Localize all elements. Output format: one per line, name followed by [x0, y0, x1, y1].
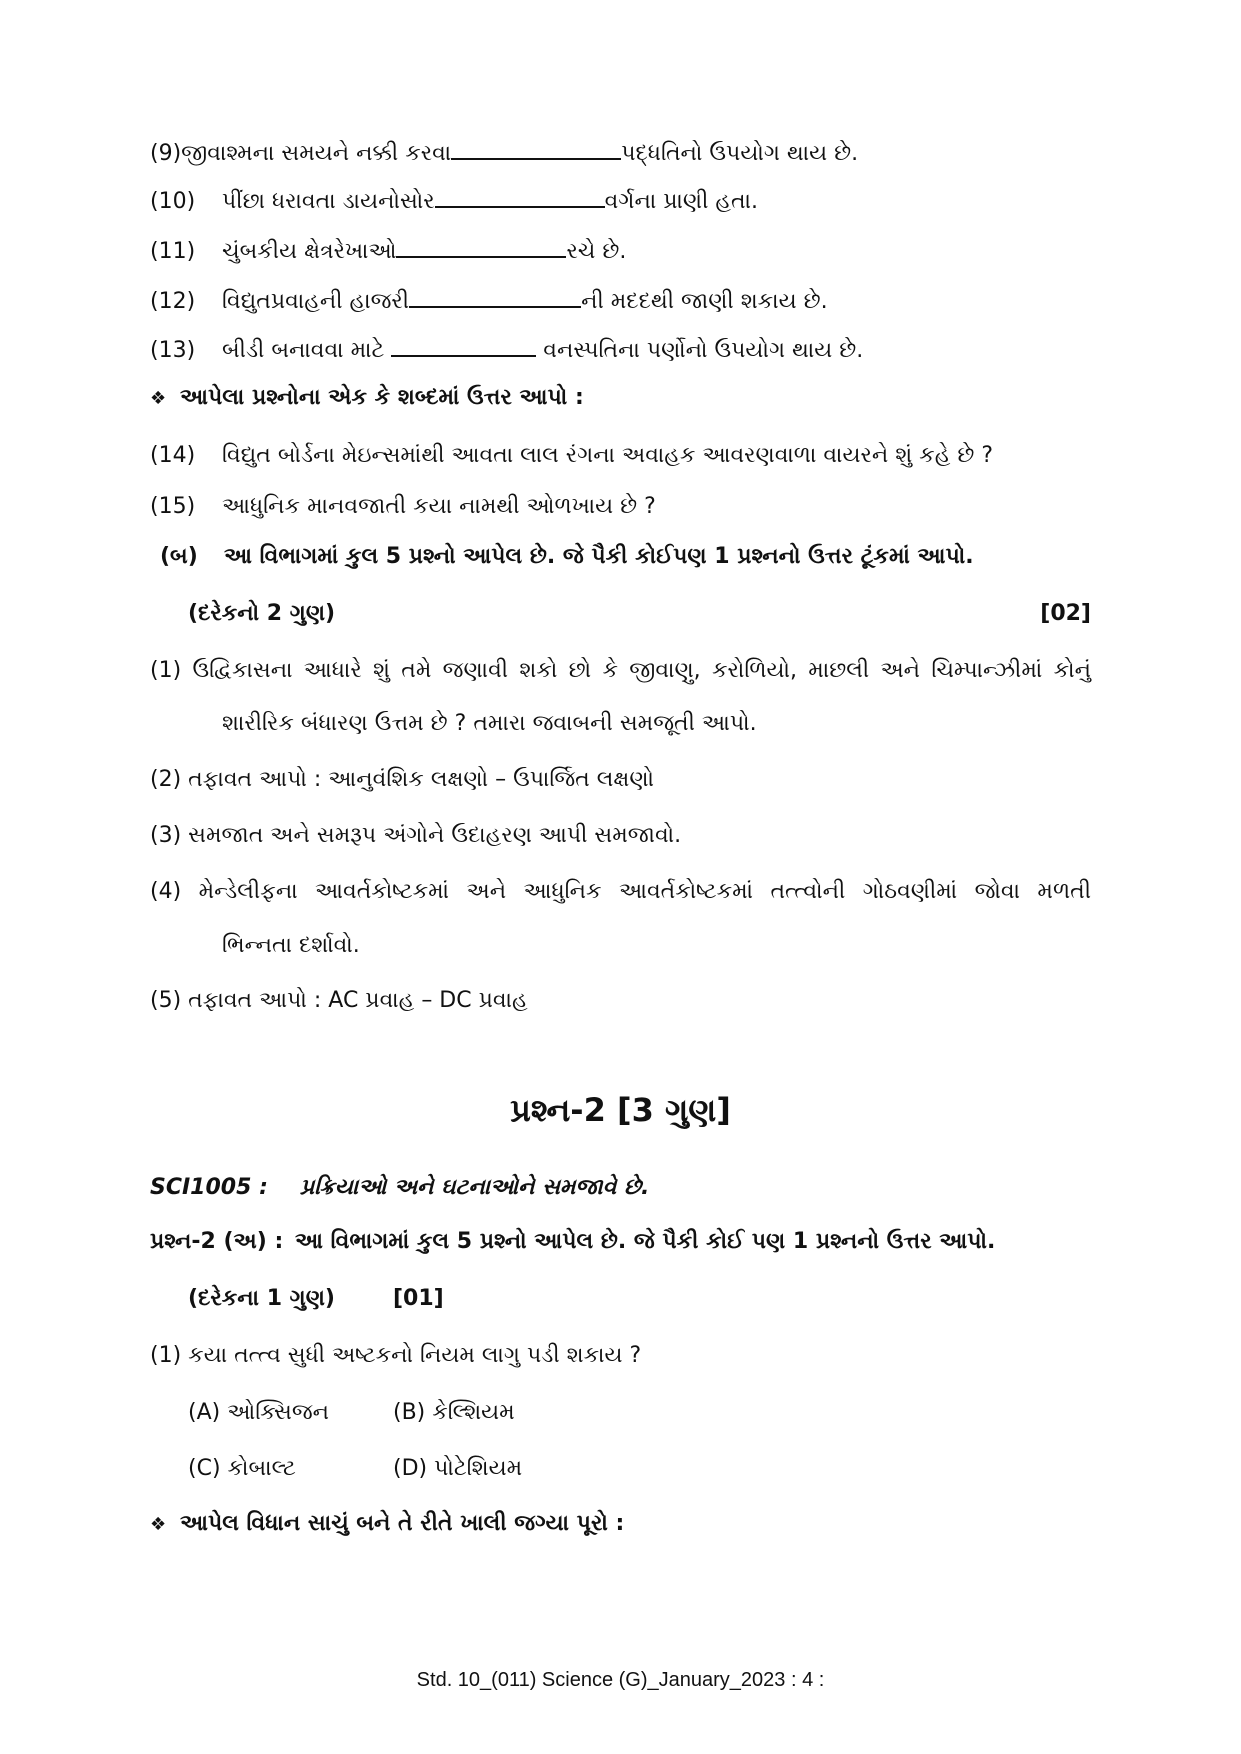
instruction-text: આ વિભાગમાં કુલ 5 પ્રશ્નો આપેલ છે. જે પૈકી કોઈપણ 1 પ્રશ્નનો ઉત્તર ટૂંકમાં આપો.: [224, 544, 974, 569]
question-text: આધુનિક માનવજાતી કયા નામથી ઓળખાય છે ?: [222, 494, 656, 519]
question-14: [150, 440, 1091, 472]
section-b-q5: (5) તફાવત આપો : AC પ્રવાહ – DC પ્રવાહ: [150, 988, 528, 1013]
mcq-options-row-1: [188, 1397, 1091, 1429]
section-b-instruction: [160, 541, 1091, 573]
question-2-heading: પ્રશ્ન-2 [3 ગુણ]: [510, 1091, 731, 1129]
question-text-before: ચુંબકીય ક્ષેત્રરેખાઓ: [222, 239, 397, 264]
section-label: પ્રશ્ન-2 (અ) :: [150, 1229, 284, 1254]
option-d: (D) પોટેશિયમ: [393, 1456, 523, 1481]
question-text: વિદ્યુત બોર્ડના મેઇન્સમાંથી આવતા લાલ રંગના અવાહક આવરણવાળા વાયરને શું કહે છે ?: [222, 443, 994, 468]
total-marks: [02]: [1040, 601, 1091, 626]
question-number: (9): [150, 141, 182, 166]
question-text-after: વનસ્પતિના પર્ણોનો ઉપયોગ થાય છે.: [536, 338, 864, 363]
marks-each: (દરેકનો 2 ગુણ): [188, 601, 336, 626]
question-number: (11): [150, 239, 196, 264]
instruction-text: આ વિભાગમાં કુલ 5 પ્રશ્નો આપેલ છે. જે પૈકી કોઈ પણ 1 પ્રશ્નનો ઉત્તર આપો.: [295, 1229, 996, 1254]
section-b-q4-line2: ભિન્નતા દર્શાવો.: [222, 933, 360, 958]
learning-outcome: [150, 1172, 1091, 1204]
sci-code: SCI1005 :: [150, 1175, 268, 1200]
page-footer: Std. 10_(011) Science (G)_January_2023 : 4 :: [416, 1669, 825, 1691]
question-10: [150, 184, 1091, 218]
question-number: (15): [150, 494, 196, 519]
instruction-text: આપેલા પ્રશ્નોના એક કે શબ્દમાં ઉત્તર આપો :: [180, 385, 584, 410]
question-text-before: જીવાશ્મના સમયને નક્કી કરવા: [181, 141, 452, 166]
fill-blank-instruction: [150, 1508, 1091, 1541]
diamond-bullet-icon: ❖: [150, 1514, 167, 1535]
question-number: (13): [150, 338, 196, 363]
question-text-before: વિદ્યુતપ્રવાહની હાજરી: [222, 289, 410, 314]
section-b-q2: (2) તફાવત આપો : આનુવંશિક લક્ષણો – ઉપાર્જિત લક્ષણો: [150, 767, 655, 792]
question-9: [150, 136, 1091, 170]
option-c: (C) કોબાલ્ટ: [188, 1456, 296, 1481]
question-text-after: વર્ગના પ્રાણી હતા.: [604, 189, 758, 214]
instruction-text: આપેલ વિધાન સાચું બને તે રીતે ખાલી જગ્યા પૂરો :: [180, 1511, 625, 1536]
section-b-q4-line1: (4) મેન્ડેલીફના આવર્તકોષ્ટકમાં અને આધુનિક આવર્તકોષ્ટકમાં તત્ત્વોની ગોઠવણીમાં જોવા મળતી: [150, 879, 1091, 904]
option-b: (B) કેલ્શિયમ: [393, 1400, 515, 1425]
answer-blank: [451, 136, 621, 160]
option-a: (A) ઓક્સિજન: [188, 1400, 330, 1425]
marks-each: (દરેકના 1 ગુણ): [188, 1286, 335, 1311]
section-b-q1-line2: શારીરિક બંધારણ ઉત્તમ છે ? તમારા જવાબની સમજૂતી આપો.: [222, 711, 757, 736]
answer-blank: [409, 284, 581, 308]
mcq-options-row-2: [188, 1453, 1091, 1485]
one-word-instruction: [150, 382, 1091, 415]
question-number: (10): [150, 189, 196, 214]
q2a-instruction: [150, 1226, 1091, 1258]
answer-blank: [435, 184, 605, 208]
sci-text: પ્રક્રિયાઓ અને ઘટનાઓને સમજાવે છે.: [300, 1175, 650, 1200]
section-label: (બ): [160, 544, 198, 569]
section-b-q3: (3) સમજાત અને સમરૂપ અંગોને ઉદાહરણ આપી સમજાવો.: [150, 823, 682, 848]
answer-blank: [396, 234, 566, 258]
question-15: [150, 491, 1091, 523]
question-text-before: બીડી બનાવવા માટે: [222, 338, 392, 363]
section-b-marks: [188, 598, 1091, 630]
answer-blank: [391, 333, 536, 357]
total-marks: [01]: [393, 1286, 444, 1311]
question-13: [150, 333, 1091, 367]
question-text-before: પીંછા ધરાવતા ડાયનોસોર: [222, 189, 435, 214]
question-text-after: પદ્ધતિનો ઉપયોગ થાય છે.: [621, 141, 859, 166]
section-b-q1-line1: (1) ઉદ્વિકાસના આધારે શું તમે જણાવી શકો છો કે જીવાણુ, કરોળિયો, માછલી અને ચિમ્પાન્ઝીમાં કોનું: [150, 658, 1091, 683]
question-number: (12): [150, 289, 196, 314]
question-text-after: રચે છે.: [566, 239, 627, 264]
question-12: [150, 284, 1091, 318]
question-text-after: ની મદદથી જાણી શકાય છે.: [581, 289, 828, 314]
mcq-question: (1) કયા તત્ત્વ સુધી અષ્ટકનો નિયમ લાગુ પડી શકાય ?: [150, 1343, 642, 1368]
q2a-marks: [188, 1283, 1091, 1315]
question-11: [150, 234, 1091, 268]
question-number: (14): [150, 443, 196, 468]
diamond-bullet-icon: ❖: [150, 388, 167, 409]
